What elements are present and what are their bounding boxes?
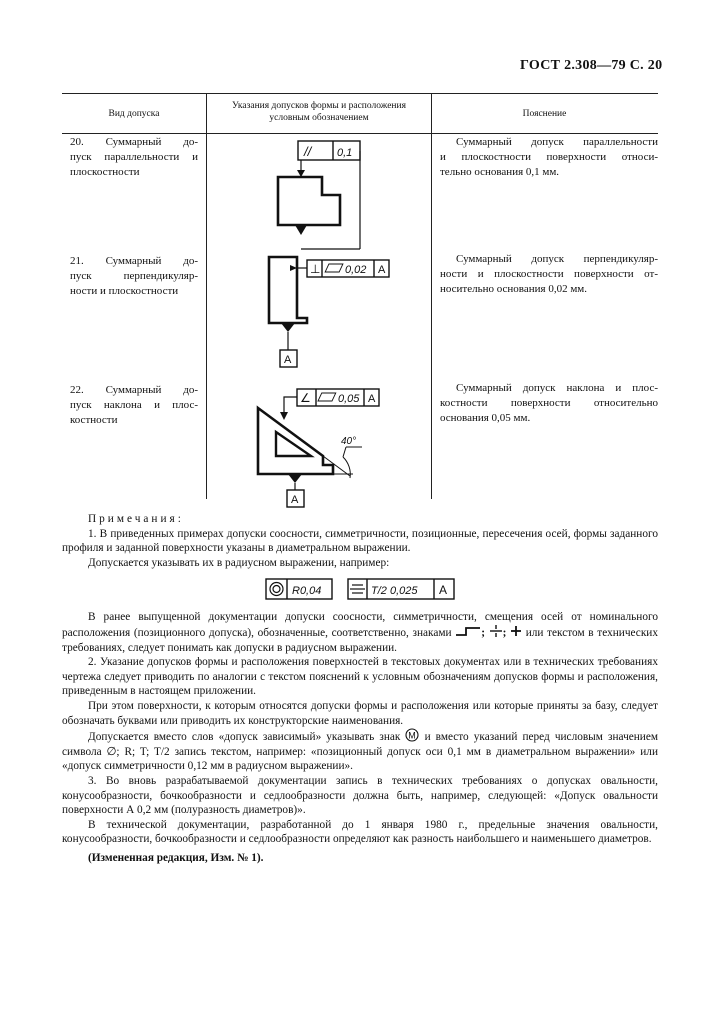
note-2-paragraph: 2. Указание допусков формы и расположения поверхностей в текстовых документах или в технических требованиях чертежа следует приводить по аналогии с текстом пояснений к условным обозначениям допусков формы и расположения, приведенным в настоящем приложении. (62, 656, 658, 698)
parallelism-symbol: // (304, 144, 312, 159)
datum-box-22 (287, 490, 304, 507)
datum-ref-21: A (378, 264, 386, 276)
table-row-20-name: 20. Суммарный до- пуск параллельности и плоскостности (70, 136, 198, 178)
tolerance-value-20: 0,1 (337, 147, 353, 159)
tolerance-value-21: 0,02 (345, 264, 367, 276)
table-row-21-name: 21. Суммарный до- пуск перпендикуляр- ности и плоскостности (70, 255, 198, 297)
datum-letter-22: A (291, 494, 299, 506)
note-1-paragraph: 1. В приведенных примерах допуски соосности, симметричности, позиционные, пересечения осей, формы заданного профиля и заданной поверхности указаны в диаметральном выражении. (62, 527, 658, 555)
symmetry-icon (350, 585, 365, 593)
table-row-22-name: 22. Суммарный до- пуск наклона и плос- костности (70, 384, 198, 426)
page-header: ГОСТ 2.308—79 С. 20 (520, 58, 663, 73)
svg-text:A: A (439, 583, 448, 598)
coaxiality-icon (270, 583, 283, 596)
amendment-note: (Измененная редакция, Изм. № 1). (88, 851, 264, 864)
svg-text:M: M (408, 730, 417, 741)
note-2-dependent: Допускается вместо слов «допуск зависимый» указывать знак M и вместо указаний перед числовым значением символа ∅; R; T; T/2 запись текстом, например: «позиционный допуск оси 0,1 мм в диаметральном выражении» или «допуск симметричности 0,12 мм в радиусном выражении». (62, 728, 658, 774)
svg-text:R0,04: R0,04 (292, 585, 322, 598)
note-1-radius: Допускается указывать их в радиусном выражении, например: (88, 556, 390, 569)
tolerance-frame-21 (307, 260, 389, 277)
radius-examples (62, 578, 658, 600)
tolerance-value-22: 0,05 (338, 393, 360, 405)
flatness-icon (325, 264, 343, 272)
drawing-row-20 (278, 141, 360, 249)
notes-heading: Примечания: (88, 513, 184, 525)
column-header-explanation: Пояснение (522, 109, 567, 119)
note-2-datum: При этом поверхности, к которым относятся допуски формы и расположения или которые приняты за базу, следует обозначать буквами или приводить их конструкторские наименования. (62, 699, 658, 727)
table-top-rule (62, 93, 658, 94)
datum-letter-21: A (284, 354, 292, 366)
table-row-22-explanation: Суммарный допуск наклона и плос- костности поверхности относительно основания 0,05 мм. (440, 382, 658, 424)
column-header-designation: Указания допусков формы и расположения условным обозначением (232, 101, 406, 123)
column-header-type: Вид допуска (108, 109, 160, 119)
flatness-icon (318, 393, 336, 401)
tolerance-frame-22 (297, 389, 379, 406)
perpendicularity-symbol: ⊥ (310, 262, 321, 276)
symmetry-legacy-icon (489, 625, 503, 637)
table-header-rule (62, 133, 658, 134)
example-frame-coaxiality (265, 578, 333, 600)
column-divider-1 (206, 93, 207, 499)
table-row-21-explanation: Суммарный допуск перпендикуляр- ности и плоскостности поверхности от- носительно основания 0,02 мм. (440, 253, 658, 295)
example-frame-symmetry (347, 578, 455, 600)
dependent-tolerance-icon (405, 728, 419, 742)
part-outline-22 (258, 408, 333, 474)
notes-section (62, 512, 658, 865)
part-outline-21 (269, 257, 307, 323)
coaxiality-legacy-icon (455, 625, 481, 637)
drawing-row-21 (269, 257, 389, 367)
part-outline-20 (278, 177, 340, 225)
position-legacy-icon (510, 625, 522, 637)
tolerance-frame-20 (298, 141, 360, 160)
angularity-symbol: ∠ (300, 391, 311, 405)
note-3-legacy: В технической документации, разработанной до 1 января 1980 г., предельные значения овальности, конусообразности, бочкообразности и седлообразности определяют как разность наибольшего и наименьшего диаметров. (62, 818, 658, 846)
column-divider-2 (431, 93, 432, 499)
note-3-paragraph: 3. Во вновь разрабатываемой документации запись в технических требованиях о допусках овальности, конусообразности, бочкообразности и седлообразности должна быть, например, следующей: «Допуск овальности поверхности А 0,2 мм (полуразность диаметров)». (62, 774, 658, 817)
svg-text:T/2 0,025: T/2 0,025 (371, 585, 418, 598)
table-row-20-explanation: Суммарный допуск параллельности и плоскостности поверхности относи- тельно основания 0,1 мм. (440, 136, 658, 178)
drawing-row-22 (258, 389, 379, 507)
angle-label: 40° (341, 436, 357, 447)
datum-ref-22: A (368, 393, 376, 405)
note-1-legacy: В ранее выпущенной документации допуски соосности, симметричности, смещения осей от номинального расположения (позиционного допуска), обозначенные, соответственно, знаками ; ; или текстом в технических требованиях, следует понимать как допуски в радиусном выражении. (62, 611, 658, 654)
datum-box-21 (280, 350, 297, 367)
